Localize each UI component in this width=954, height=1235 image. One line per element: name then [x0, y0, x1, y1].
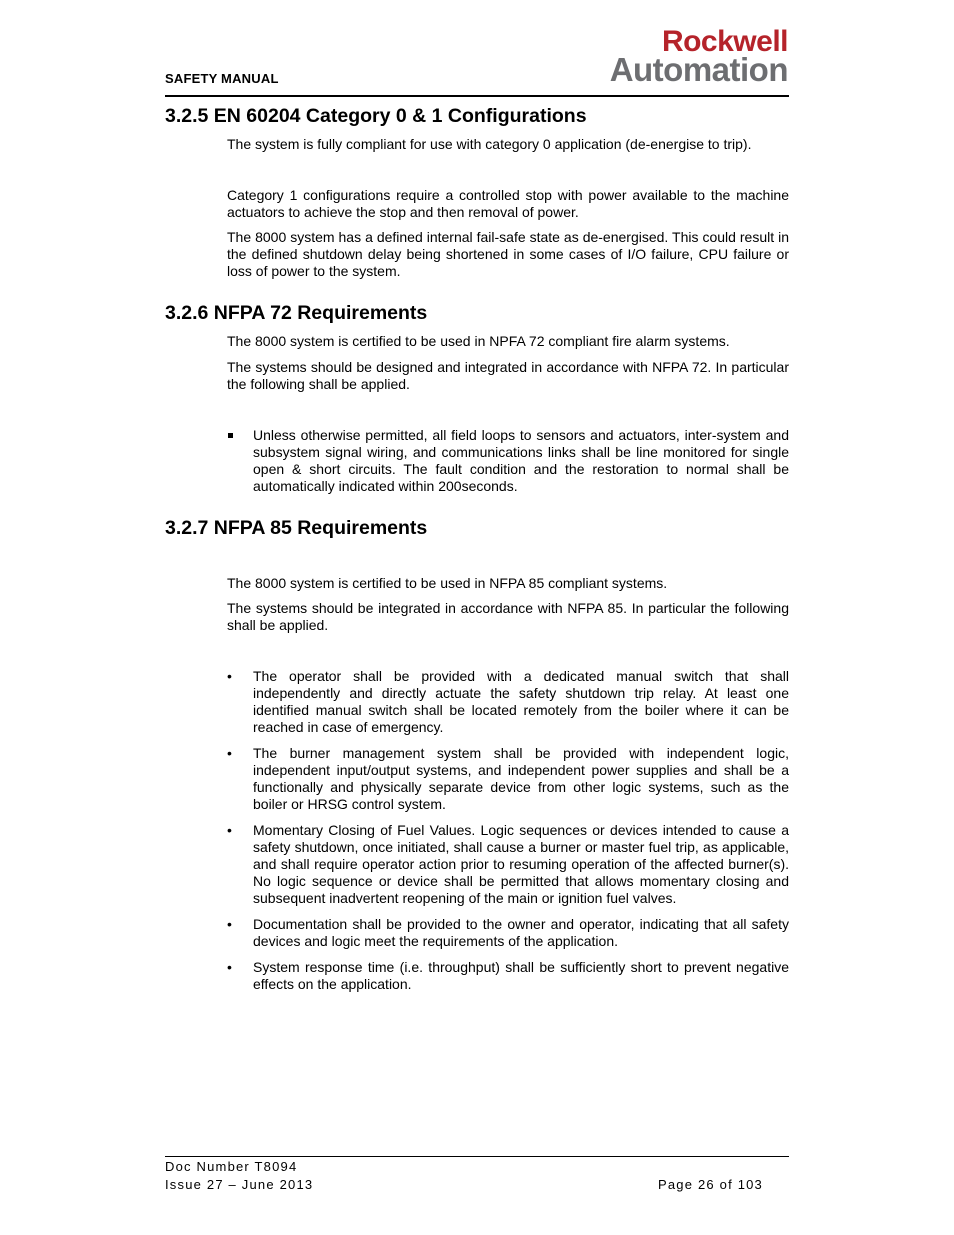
paragraph: The 8000 system is certified to be used in NPFA 72 compliant fire alarm systems.: [227, 333, 730, 349]
list-item-text: System response time (i.e. throughput) shall be sufficiently short to prevent negative effects on the application.: [253, 959, 789, 992]
list-item-text: Unless otherwise permitted, all field loops to sensors and actuators, inter-system and subsystem signal wiring, and communications links shall be line monitored for single open & short circuits. The fault condition and the restoration to normal shall be automatically indicated within 200seconds.: [253, 427, 789, 494]
bullet-dot-icon: •: [227, 916, 232, 932]
list-item-text: Documentation shall be provided to the owner and operator, indicating that all safety devices and logic meet the requirements of the application.: [253, 916, 789, 949]
paragraph: The system is fully compliant for use with category 0 application (de-energise to trip).: [227, 136, 752, 152]
bullet-dot-icon: •: [227, 745, 232, 761]
footer-page-number: Page 26 of 103: [658, 1177, 763, 1192]
bullet-dot-icon: •: [227, 668, 232, 684]
paragraph: Category 1 configurations require a controlled stop with power available to the machine actuators to achieve the stop and then removal of power.: [227, 187, 789, 220]
paragraph: The 8000 system has a defined internal fail-safe state as de-energised. This could result in the defined shutdown delay being shortened in some cases of I/O failure, CPU failure or loss of power to the system.: [227, 229, 789, 279]
nfpa85-bullet-list: [227, 668, 789, 993]
list-item-text: Momentary Closing of Fuel Values. Logic sequences or devices intended to cause a safety shutdown, once initiated, shall cause a burner or master fuel trip, as applicable, and shall require operator action prior to resuming operation of the affected burner(s). No logic sequence or device shall be permitted that allows momentary closing and subsequent inadvertent reopening of the main or ignition fuel valves.: [253, 822, 789, 906]
section-heading-3-2-7: 3.2.7 NFPA 85 Requirements: [165, 517, 428, 539]
header-divider: [165, 95, 789, 97]
list-item-text: The operator shall be provided with a dedicated manual switch that shall independently and directly actuate the safety shutdown trip relay. At least one identified manual switch shall be located remotely from the boiler where it can be reached in case of emergency.: [253, 668, 789, 735]
paragraph: The 8000 system is certified to be used in NFPA 85 compliant systems.: [227, 575, 668, 591]
bullet-dot-icon: •: [227, 959, 232, 975]
header-label: SAFETY MANUAL: [165, 71, 279, 86]
footer-divider: [165, 1156, 789, 1157]
logo-line-1: Rockwell: [661, 25, 788, 58]
list-item: [227, 427, 789, 495]
paragraph: The systems should be designed and integrated in accordance with NFPA 72. In particular the following shall be applied.: [227, 359, 789, 392]
list-item: [227, 668, 789, 736]
paragraph: The systems should be integrated in accordance with NFPA 85. In particular the following shall be applied.: [227, 600, 789, 633]
document-body: [165, 103, 789, 993]
footer-issue: Issue 27 – June 2013: [165, 1177, 314, 1192]
square-bullet-icon: [228, 433, 233, 438]
section-heading-3-2-5: 3.2.5 EN 60204 Category 0 & 1 Configurations: [165, 105, 587, 127]
list-item: [227, 959, 789, 993]
nfpa72-bullet-list: [227, 427, 789, 495]
rockwell-automation-logo: [554, 25, 790, 88]
logo-line-2: Automation: [609, 51, 788, 88]
footer-doc-number: Doc Number T8094: [165, 1159, 298, 1174]
list-item: [227, 745, 789, 813]
section-heading-3-2-6: 3.2.6 NFPA 72 Requirements: [165, 302, 428, 324]
list-item: [227, 822, 789, 907]
list-item-text: The burner management system shall be provided with independent logic, independent input/output systems, and independent power supplies and shall be a functionally and physically separate device from other logic systems, such as the boiler or HRSG control system.: [253, 745, 789, 812]
bullet-dot-icon: •: [227, 822, 232, 838]
list-item: [227, 916, 789, 950]
